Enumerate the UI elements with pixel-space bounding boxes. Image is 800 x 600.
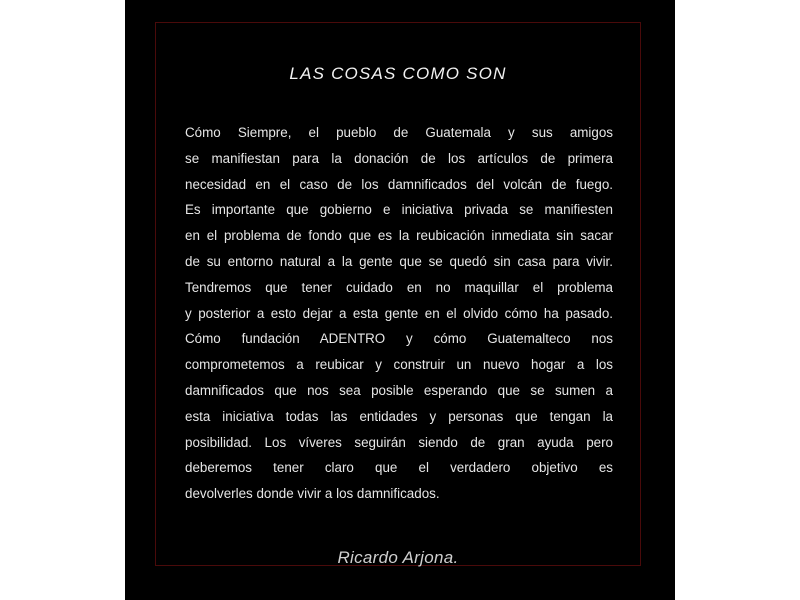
statement-line: de su entorno natural a la gente que se quedó sin casa para vivir.: [185, 253, 613, 269]
statement-line: necesidad en el caso de los damnificados del volcán de fuego.: [185, 176, 613, 192]
statement-body: [185, 120, 613, 507]
statement-line: Es importante que gobierno e iniciativa privada se manifiesten: [185, 202, 613, 218]
signature: Ricardo Arjona.: [337, 548, 459, 567]
statement-line: esta iniciativa todas las entidades y personas que tengan la: [185, 408, 613, 424]
statement-line: Tendremos que tener cuidado en no maquillar el problema: [185, 279, 613, 295]
statement-line: devolverles donde vivir a los damnificados.: [185, 486, 440, 502]
statement-line: posibilidad. Los víveres seguirán siendo de gran ayuda pero: [185, 434, 613, 450]
statement-line: se manifiestan para la donación de los artículos de primera: [185, 150, 613, 166]
statement-line: Cómo Siempre, el pueblo de Guatemala y sus amigos: [185, 125, 613, 140]
statement-line: deberemos tener claro que el verdadero objetivo es: [185, 460, 613, 476]
statement-line: en el problema de fondo que es la reubicación inmediata sin sacar: [185, 228, 613, 244]
document-title: LAS COSAS COMO SON: [289, 64, 507, 83]
statement-line: y posterior a esto dejar a esta gente en el olvido cómo ha pasado.: [185, 305, 613, 321]
statement-line: comprometemos a reubicar y construir un nuevo hogar a los: [185, 357, 613, 373]
statement-line: damnificados que nos sea posible esperando que se sumen a: [185, 382, 613, 398]
statement-line: Cómo fundación ADENTRO y cómo Guatemalteco nos: [185, 331, 613, 347]
